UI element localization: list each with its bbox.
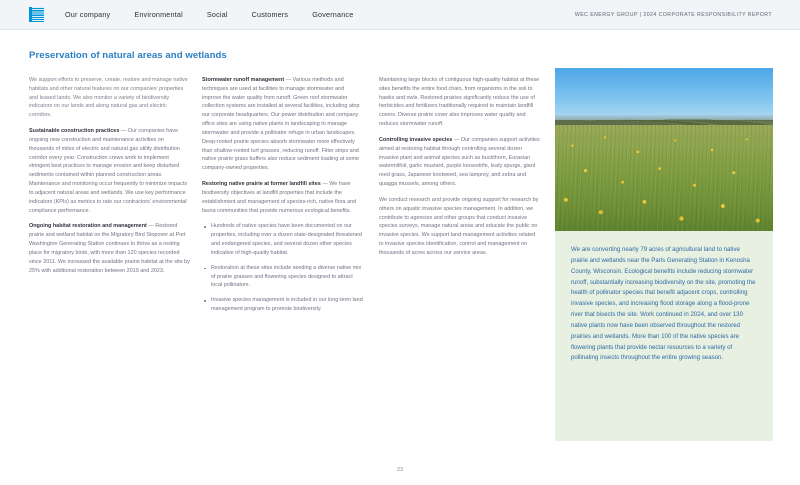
invasive-species-paragraph [379, 136, 540, 189]
list-item: Hundreds of native species have been documented on our properties, including over a dozen state-designated threatened and endangered species, and several dozen other species indicative of high-quality habitat. [202, 222, 363, 257]
report-title-label: WEC ENERGY GROUP | 2024 CORPORATE RESPONSIBILITY REPORT [574, 11, 772, 18]
contiguous-habitat-paragraph: Maintaining large blocks of contiguous high-quality habitat at these sites benefits the entire food chain, from organisms in the soil to hawks and owls. Restored prairies significantly reduce the use of herbicides and fertilizers traditionally required to maintain landfill covers. Diverse prairie cover also improves water quality and reduces stormwater runoff. [379, 77, 540, 128]
nav-links [65, 10, 365, 19]
stormwater-runoff-paragraph [202, 76, 363, 173]
paris-generating-station-callout: We are converting nearly 79 acres of agricultural land to native prairie and wetlands near the Paris Generating Station in Kenosha County, Wisconsin. Ecological benefits include reducing stormwater runoff, substantially increasing biodiversity on the site, promoting the health of pollinator species that benefit adjacent crops, controlling invasive species, and increasing flood storage along a flood-prone river that bisects the site. Work continued in 2024, and over 130 native plants now have been observed throughout the restored prairies and wetlands. More than 100 of the native species are flowering plants that provide nectar resources to a variety of pollinating insects throughout the entire growing season. [555, 231, 773, 441]
right-rail [555, 68, 773, 441]
intro-paragraph: We support efforts to preserve, create, restore and manage native habitats and other natural features on our companies' properties and leased lands. We also monitor a variety of biodiversity indicators on our lands and along natural gas and electric corridors. [29, 77, 188, 119]
logo-notch [29, 7, 32, 22]
habitat-restoration-heading: Ongoing habitat restoration and management [29, 223, 147, 230]
nav-item-our-company[interactable]: Our company [65, 10, 111, 19]
page-number: 23 [396, 467, 404, 473]
landfill-prairie-heading: Restoring native prairie at former landfill sites [202, 181, 321, 188]
stormwater-runoff-heading: Stormwater runoff management [202, 77, 285, 83]
list-item: Restoration at these sites include seeding a diverse native mix of prairie grasses and flowering species designed to attract local pollinators. [202, 264, 363, 290]
landfill-prairie-paragraph [202, 180, 363, 215]
landfill-bullet-list [202, 222, 363, 313]
stormwater-runoff-body: — Various methods and techniques are used at facilities to manage stormwater and improve the water quality from runoff. Green roof stormwater collection systems are installed at several facilities, including atop our corporate headquarters. Our power distribution and company office sites are using native plants in landscaping to manage stormwater and provide a pollinator refuge in urban landscapes. Deep-rooted prairie species absorb stormwater more effectively than shallow-rooted turf grasses, reducing runoff. Filter strips and native prairie grass buffers also reduce sediment loading at some company-owned properties. [202, 77, 360, 172]
top-navigation-bar [0, 0, 800, 30]
restored-prairie-photo [555, 68, 773, 231]
nav-item-governance[interactable]: Governance [312, 10, 354, 19]
research-support-paragraph: We conduct research and provide ongoing support for research by others on aquatic invasive species management. In addition, we contribute to agencies and other groups that conduct invasive species surveys, manage natural areas and educate the public on invasive species. We support land-management activities related to invasive species identification, control and management on thousands of acres across our service areas. [379, 196, 539, 256]
sustainable-construction-paragraph [29, 127, 190, 215]
photo-yellow-flowers [555, 127, 773, 231]
habitat-restoration-body: — Restored prairie and wetland habitat on the Migratory Bird Stopover at Port Washington Generating Station continues to thrive as a resting place for migratory birds, with more than 120 species recorded since 2011. We increased the available prairie habitat at the site by 25% with additional restoration between 2019 and 2023. [29, 223, 190, 274]
page-title: Preservation of natural areas and wetlands [29, 50, 227, 61]
content-column-3 [379, 76, 540, 258]
content-column-1 [29, 76, 190, 275]
habitat-restoration-paragraph [29, 222, 190, 275]
nav-item-social[interactable]: Social [206, 10, 228, 19]
invasive-species-heading: Controlling invasive species [379, 136, 453, 143]
landfill-prairie-body: — We have biodiversity objectives at landfill properties that include the establishment and management of species-rich, native flora and fauna communities that provide numerous ecological benefits. [202, 181, 357, 214]
invasive-species-body: — Our companies support activities aimed at restoring habitat through controlling several dozen invasive plant and animal species such as buckthorn, Eurasian watermilfoil, garlic mustard, purple loosestrife, leafy spurge, giant reed grass, Japanese knotweed, sea lamprey, and zebra and quagga mussels, among others. [379, 136, 540, 188]
content-column-2 [202, 76, 363, 320]
sustainable-construction-heading: Sustainable construction practices [29, 128, 120, 135]
sustainable-construction-body: — Our companies have ongoing new construction and maintenance activities on thousands of miles of electric and natural gas utility distribution corridor every year. Construction crews work to implement stringent best practices to manage erosion and keep disturbed sediments contained within planned construction areas. Maintenance and monitoring occur frequently to minimize impacts to adjacent natural areas and wetlands. We use key performance indicators (KPIs) as metrics to rate our contractors' environmental compliance performance. [29, 128, 188, 214]
nav-item-environmental[interactable]: Environmental [134, 10, 183, 19]
photo-sky [555, 68, 773, 122]
nav-item-customers[interactable]: Customers [251, 10, 289, 19]
list-item: Invasive species management is included in our long-term land management program to promote biodiversity. [202, 296, 363, 314]
wec-energy-logo-icon[interactable] [29, 7, 44, 22]
